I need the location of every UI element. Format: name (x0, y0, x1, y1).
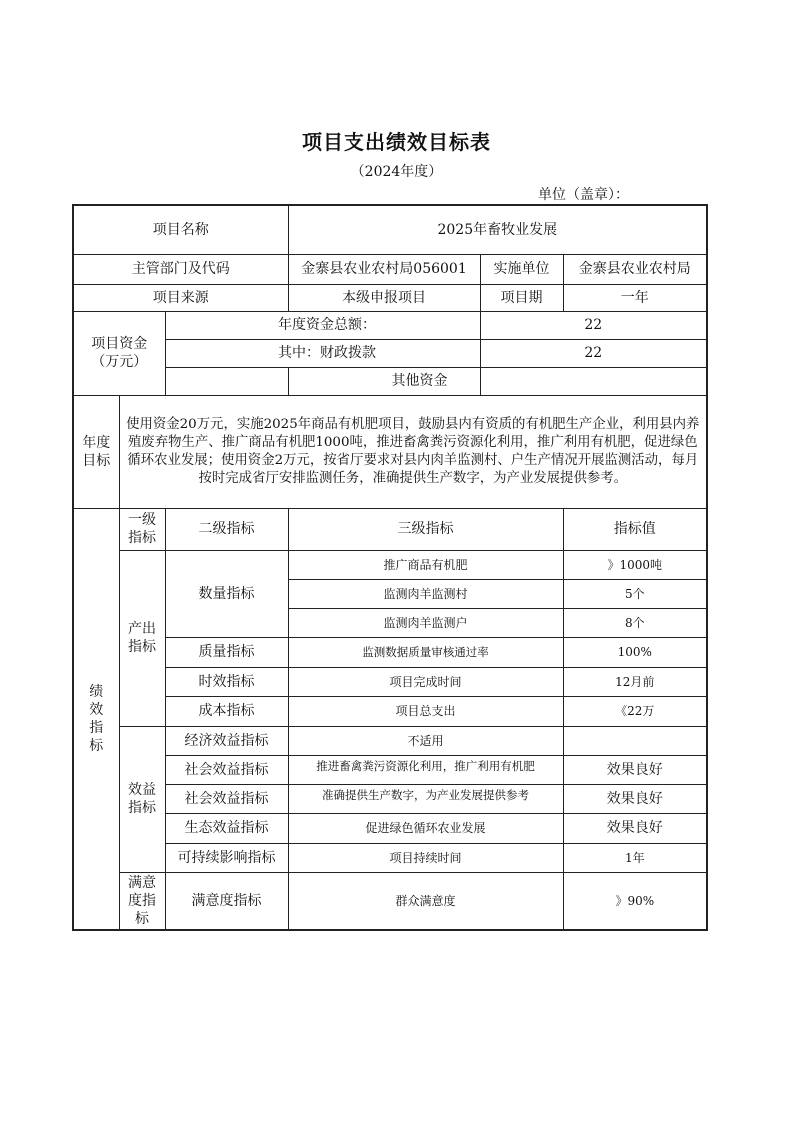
indicator-l3: 群众满意度 (288, 872, 563, 930)
value-header: 指标值 (563, 508, 707, 550)
project-name-label: 项目名称 (73, 205, 288, 254)
implementing-unit-label: 实施单位 (480, 254, 563, 284)
indicator-l2: 生态效益指标 (165, 813, 288, 843)
performance-indicators-label (73, 508, 119, 930)
indicator-l3: 项目持续时间 (288, 843, 563, 872)
funds-fiscal-label: 其中：财政拨款 (165, 339, 480, 367)
indicator-l3: 监测数据质量审核通过率 (288, 637, 563, 667)
annual-goal-text: 使用资金20万元，实施2025年商品有机肥项目，鼓励县内有资质的有机肥生产企业，利用县内养殖废弃物生产、推广商品有机肥1000吨，推进畜禽粪污资源化利用，推广利用有机肥，促进绿色循环农业发展；使用资金2万元，按省厅要求对县内肉羊监测村、户生产情况开展监测活动，每月按时完成省厅安排监测任务，准确提供生产数字，为产业发展提供参考。 (119, 395, 707, 508)
level1-header (119, 508, 165, 550)
department-value: 金寨县农业农村局056001 (288, 254, 480, 284)
indicator-l3: 促进绿色循环农业发展 (288, 813, 563, 843)
indicator-l2: 时效指标 (165, 667, 288, 696)
row-quality (73, 637, 707, 667)
project-funds-label (73, 311, 165, 395)
annual-goal-label-line2: 目标 (82, 452, 111, 469)
indicator-value: 8个 (563, 608, 707, 637)
funds-other-value (480, 367, 707, 395)
perf-label-char-3: 指 (89, 719, 104, 736)
indicator-l2: 可持续影响指标 (165, 843, 288, 872)
funds-fiscal-value: 22 (480, 339, 707, 367)
indicator-l2: 满意度指标 (165, 872, 288, 930)
satisfaction-indicators-label (119, 872, 165, 930)
benefit-indicators-label (119, 726, 165, 872)
funds-total-value: 22 (480, 311, 707, 339)
indicator-l3: 推进畜禽粪污资源化利用，推广利用有机肥 (288, 755, 563, 784)
row-funds-total (73, 311, 707, 339)
implementing-unit-value: 金寨县农业农村局 (563, 254, 707, 284)
indicator-l3: 项目完成时间 (288, 667, 563, 696)
annual-goal-label-line1: 年度 (82, 434, 111, 451)
output-label-line1: 产出 (128, 621, 156, 637)
row-indicator-header (73, 508, 707, 550)
department-label: 主管部门及代码 (73, 254, 288, 284)
satisfaction-label-line1: 满意 (128, 874, 156, 891)
funds-other-label: 其他资金 (288, 367, 480, 395)
row-timeliness (73, 667, 707, 696)
row-funds-other (73, 367, 707, 395)
perf-label-char-4: 标 (89, 737, 104, 754)
funds-other-spacer (165, 367, 288, 395)
row-cost (73, 696, 707, 726)
row-economic (73, 726, 707, 755)
indicator-l3: 推广商品有机肥 (288, 550, 563, 579)
row-project-name (73, 205, 707, 254)
output-indicators-label (119, 550, 165, 726)
project-source-value: 本级申报项目 (288, 284, 480, 311)
indicator-value: 100% (563, 637, 707, 667)
indicator-l2: 质量指标 (165, 637, 288, 667)
unit-stamp-label: 单位（盖章）： (538, 187, 629, 203)
satisfaction-label-line2: 度指 (128, 892, 156, 909)
quantity-indicator-label: 数量指标 (165, 550, 288, 637)
row-annual-goal (73, 395, 707, 508)
indicator-l3: 准确提供生产数字，为产业发展提供参考 (288, 784, 563, 813)
row-source (73, 284, 707, 311)
indicator-value: 《22万 (563, 696, 707, 726)
indicator-l2: 社会效益指标 (165, 755, 288, 784)
indicator-l3: 监测肉羊监测村 (288, 579, 563, 608)
output-label-line2: 指标 (128, 639, 156, 655)
indicator-value: 1年 (563, 843, 707, 872)
row-social-1 (73, 755, 707, 784)
indicator-value: 效果良好 (563, 784, 707, 813)
level1-header-line2: 指标 (128, 530, 156, 546)
benefit-label-line2: 指标 (128, 800, 156, 816)
indicator-l3: 项目总支出 (288, 696, 563, 726)
row-quantity-1 (73, 550, 707, 579)
indicator-value (563, 726, 707, 755)
indicator-value: 效果良好 (563, 755, 707, 784)
row-department (73, 254, 707, 284)
indicator-l3: 不适用 (288, 726, 563, 755)
satisfaction-label-line3: 标 (135, 910, 149, 927)
indicator-value: 5个 (563, 579, 707, 608)
project-period-value: 一年 (563, 284, 707, 311)
indicator-value: 》1000吨 (563, 550, 707, 579)
document-title: 项目支出绩效目标表 (302, 130, 491, 154)
indicator-value: 效果良好 (563, 813, 707, 843)
row-ecological (73, 813, 707, 843)
indicator-l2: 成本指标 (165, 696, 288, 726)
annual-goal-label (73, 395, 119, 508)
funds-total-label: 年度资金总额： (165, 311, 480, 339)
project-source-label: 项目来源 (73, 284, 288, 311)
level2-header: 二级指标 (165, 508, 288, 550)
row-satisfaction (73, 872, 707, 930)
indicator-value: 12月前 (563, 667, 707, 696)
indicator-l3: 监测肉羊监测户 (288, 608, 563, 637)
document-year: （2024年度） (350, 164, 443, 180)
project-funds-label-line2: （万元） (91, 354, 148, 370)
row-funds-fiscal (73, 339, 707, 367)
project-period-label: 项目期 (480, 284, 563, 311)
project-funds-label-line1: 项目资金 (91, 336, 148, 352)
row-social-2 (73, 784, 707, 813)
row-sustainable (73, 843, 707, 872)
level1-header-line1: 一级 (128, 512, 156, 528)
level3-header: 三级指标 (288, 508, 563, 550)
performance-goal-table (72, 204, 708, 931)
indicator-value: 》90% (563, 872, 707, 930)
perf-label-char-1: 绩 (89, 683, 104, 700)
project-name-value: 2025年畜牧业发展 (288, 205, 707, 254)
indicator-l2: 经济效益指标 (165, 726, 288, 755)
benefit-label-line1: 效益 (128, 782, 156, 798)
indicator-l2: 社会效益指标 (165, 784, 288, 813)
perf-label-char-2: 效 (89, 701, 104, 718)
